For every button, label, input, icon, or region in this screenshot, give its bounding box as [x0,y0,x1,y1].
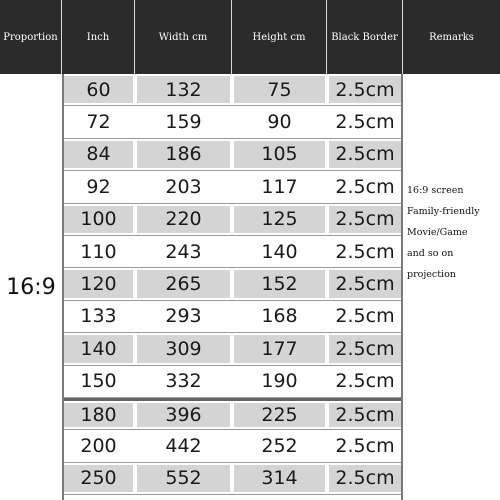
cell-width: 396 [137,403,230,427]
remarks-line: 16:9 screen [407,185,464,196]
cell-width: 293 [137,303,230,330]
cell-width: 186 [137,141,230,168]
header-height: Height cm [232,0,327,74]
header-proportion: Proportion [0,0,62,74]
table-row [62,463,403,495]
cell-height: 225 [234,403,325,427]
cell-height: 105 [234,141,325,168]
cell-border: 2.5cm [329,206,401,233]
table-row [62,366,403,398]
header-black-border: Black Border [327,0,403,74]
cell-border: 2.5cm [329,108,401,135]
cell-height: 252 [234,432,325,459]
cell-inch: 133 [64,303,133,330]
table-row [62,139,403,171]
cell-height: 314 [234,465,325,492]
cell-height: 190 [234,368,325,395]
cell-inch: 72 [64,108,133,135]
remarks-line: projection [407,269,456,280]
remarks-line: Movie/Game [407,227,468,238]
cell-width: 309 [137,335,230,362]
cell-height: 125 [234,206,325,233]
cell-border: 2.5cm [329,238,401,265]
cell-width: 442 [137,432,230,459]
table-row [62,398,403,430]
cell-height: 75 [234,76,325,103]
cell-width: 332 [137,368,230,395]
cell-width: 203 [137,173,230,200]
cell-inch: 120 [64,270,133,297]
header-width: Width cm [135,0,232,74]
cell-height: 168 [234,303,325,330]
cell-border: 2.5cm [329,335,401,362]
cell-inch: 140 [64,335,133,362]
cell-inch: 84 [64,141,133,168]
cell-inch: 250 [64,465,133,492]
table-row [62,430,403,462]
cell-border: 2.5cm [329,432,401,459]
cell-width: 132 [137,76,230,103]
cell-height: 140 [234,238,325,265]
cell-width: 265 [137,270,230,297]
cell-inch: 60 [64,76,133,103]
cell-inch: 180 [64,403,133,427]
proportion-value: 16:9 [6,274,56,300]
cell-border: 2.5cm [329,141,401,168]
cell-height: 152 [234,270,325,297]
table-row [62,171,403,203]
table-row [62,301,403,333]
cell-inch: 100 [64,206,133,233]
table-body [62,74,403,495]
remarks-line: Family-friendly [407,206,480,217]
table-row [62,106,403,138]
column-divider [401,74,403,500]
cell-border: 2.5cm [329,173,401,200]
remarks-line: and so on [407,248,454,259]
cell-inch: 110 [64,238,133,265]
cell-border: 2.5cm [329,303,401,330]
cell-width: 552 [137,465,230,492]
cell-height: 90 [234,108,325,135]
cell-width: 243 [137,238,230,265]
cell-width: 220 [137,206,230,233]
cell-height: 177 [234,335,325,362]
cell-border: 2.5cm [329,270,401,297]
cell-inch: 150 [64,368,133,395]
header-remarks: Remarks [403,0,500,74]
cell-border: 2.5cm [329,76,401,103]
cell-border: 2.5cm [329,368,401,395]
cell-inch: 92 [64,173,133,200]
column-divider [62,74,64,500]
table-row [62,204,403,236]
table-row [62,268,403,300]
header-inch: Inch [62,0,135,74]
cell-inch: 200 [64,432,133,459]
table-row [62,333,403,365]
table-row [62,74,403,106]
cell-border: 2.5cm [329,403,401,427]
cell-height: 117 [234,173,325,200]
cell-border: 2.5cm [329,465,401,492]
remarks-text [407,180,500,285]
table-row [62,236,403,268]
cell-width: 159 [137,108,230,135]
